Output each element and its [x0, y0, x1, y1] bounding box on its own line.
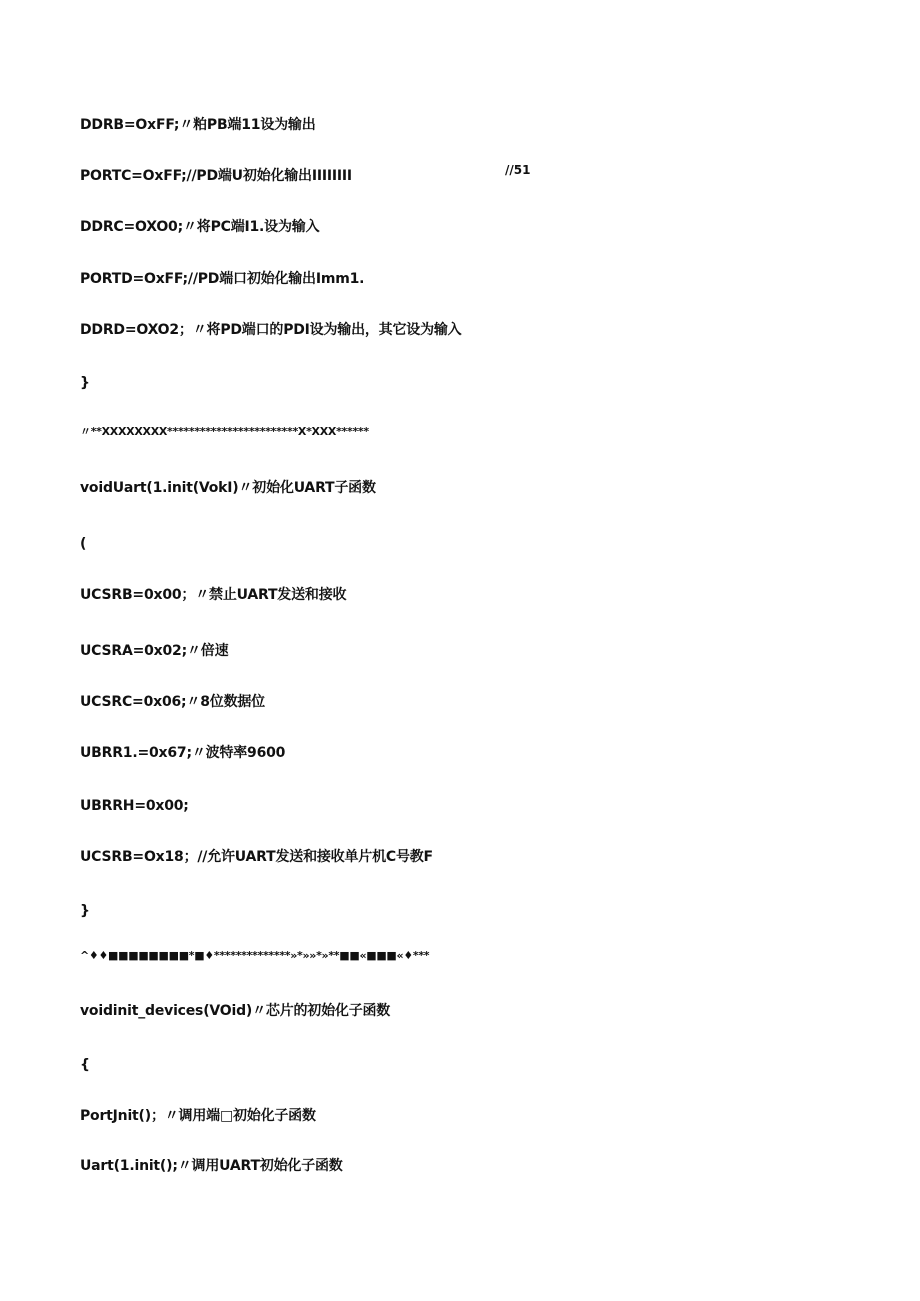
separator-comment: 〃**XXXXXXXX************************X*XXX******: [80, 425, 369, 438]
code-line-open-brace-2: {: [80, 1057, 90, 1073]
code-line-init-devices-decl: voidinit_devices(VOid)〃芯片的初始化子函数: [80, 1003, 391, 1019]
code-line-ucsrb-disable: UCSRB=0x00；〃禁止UART发送和接收: [80, 587, 347, 603]
code-line-ubrrh: UBRRH=0x00;: [80, 798, 189, 814]
code-line-ucsrc: UCSRC=0x06;〃8位数据位: [80, 694, 265, 710]
code-line-ucsrb-enable: UCSRB=Ox18；//允许UART发送和接收单片机C号教F: [80, 849, 433, 865]
code-line-port-init-call: PortJnit()；〃调用端□初始化子函数: [80, 1108, 316, 1124]
code-line-ddrb: DDRB=OxFF;〃粕PB端11设为输出: [80, 117, 316, 133]
code-line-close-brace: }: [80, 375, 90, 391]
code-line-open-brace: (: [80, 536, 87, 552]
code-line-ddrd: DDRD=OXO2；〃将PD端口的PDI设为输出，其它设为输入: [80, 322, 462, 338]
code-line-ubrrl: UBRR1.=0x67;〃波特率9600: [80, 745, 286, 761]
margin-note: //51: [505, 163, 531, 177]
code-line-close-brace-2: }: [80, 903, 90, 919]
code-line-uart-init-call: Uart(1.init();〃调用UART初始化子函数: [80, 1158, 343, 1174]
code-line-ddrc: DDRC=OXO0;〃将PC端I1.设为输入: [80, 219, 320, 235]
code-line-ucsra: UCSRA=0x02;〃倍速: [80, 643, 229, 659]
code-line-uart-init-decl: voidUart(1.init(VokI)〃初始化UART子函数: [80, 480, 376, 496]
code-line-portd: PORTD=OxFF;//PD端口初始化输出Imm1.: [80, 271, 365, 287]
separator-comment-2: ^♦♦■■■■■■■■*■♦**************»*»»*»**■■«■■■«♦***: [80, 949, 430, 962]
code-line-portc: PORTC=OxFF;//PD端U初始化输出IIIIIIII: [80, 168, 352, 184]
